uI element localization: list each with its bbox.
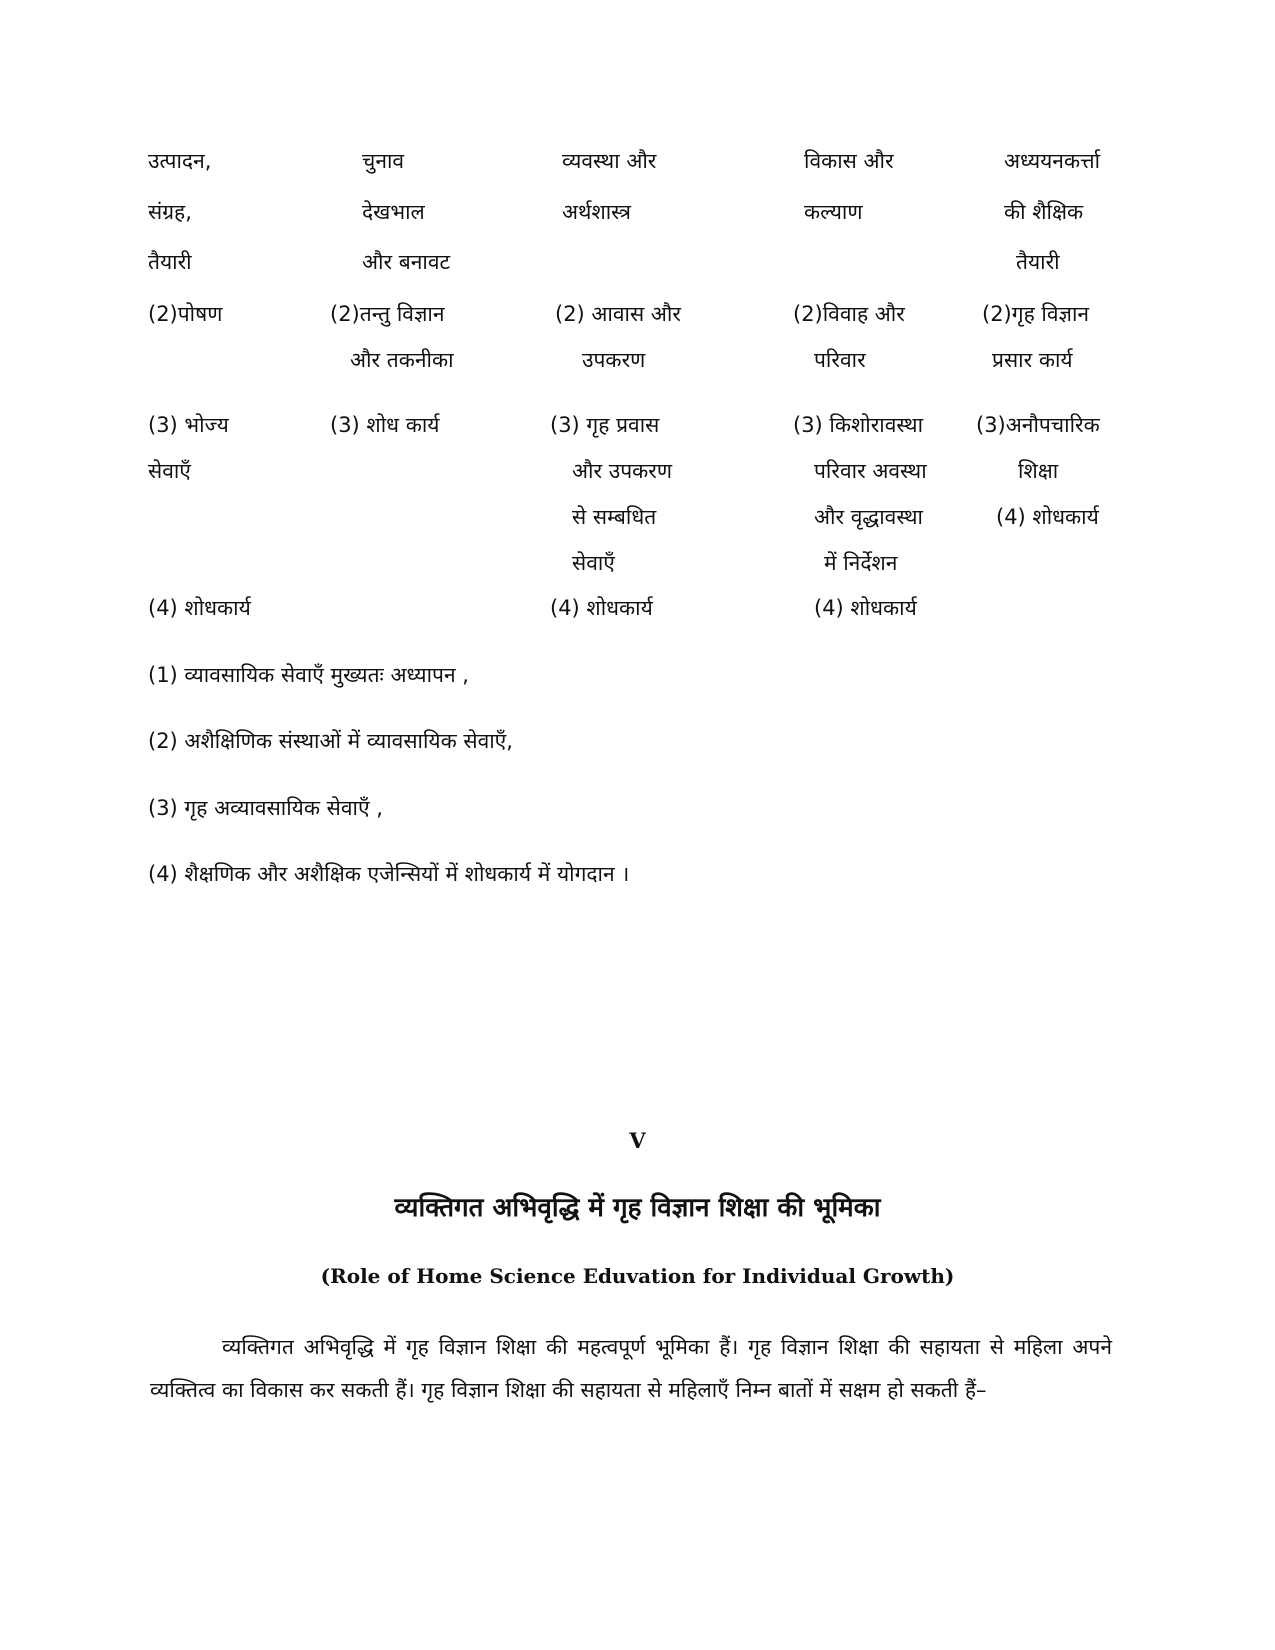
col5-line1: अध्ययनकर्त्ता bbox=[1004, 149, 1101, 173]
col3-line9: (4) शोधकार्य bbox=[550, 596, 653, 620]
col2-line2: देखभाल bbox=[362, 200, 425, 224]
col1-line4: (2)पोषण bbox=[148, 302, 223, 326]
col1-line3: तैयारी bbox=[148, 250, 192, 274]
section-subtitle: (Role of Home Science Eduvation for Individual Growth) bbox=[320, 1264, 955, 1288]
col5-line2: की शैक्षिक bbox=[1004, 200, 1084, 224]
col2-line1: चुनाव bbox=[362, 149, 405, 173]
col5-line3: तैयारी bbox=[1016, 250, 1060, 274]
col5-line5: प्रसार कार्य bbox=[992, 348, 1073, 372]
col5-line4: (2)गृह विज्ञान bbox=[982, 302, 1090, 326]
col2-line5: और तकनीका bbox=[350, 348, 454, 372]
section-number: V bbox=[629, 1128, 646, 1153]
col4-line7: और वृद्धावस्था bbox=[814, 505, 923, 529]
list-item-1: (1) व्यावसायिक सेवाएँ मुख्यतः अध्यापन , bbox=[148, 663, 469, 687]
section-paragraph: व्यक्तिगत अभिवृद्धि में गृह विज्ञान शिक्षा की महत्वपूर्ण भूमिका हैं। गृह विज्ञान शिक्षा की सहायता से महिला अपने व्यक्तित्व का विकास कर सकती हैं। गृह विज्ञान शिक्षा की सहायता से महिलाएँ निम्न बातों में सक्षम हो सकती हैं– bbox=[150, 1335, 1112, 1402]
list-item-3: (3) गृह अव्यावसायिक सेवाएँ , bbox=[148, 796, 383, 820]
col5-line7: शिक्षा bbox=[1018, 459, 1059, 483]
col3-line1: व्यवस्था और bbox=[562, 149, 657, 173]
col2-line6: (3) शोध कार्य bbox=[330, 413, 440, 437]
list-item-2: (2) अशैक्षिणिक संस्थाओं में व्यावसायिक सेवाएँ, bbox=[148, 729, 513, 753]
col4-line8: में निर्देशन bbox=[824, 551, 898, 575]
col4-line4: परिवार bbox=[814, 348, 866, 372]
col4-line6: परिवार अवस्था bbox=[814, 459, 927, 483]
col1-line6: सेवाएँ bbox=[148, 459, 191, 483]
col3-line6: और उपकरण bbox=[572, 459, 673, 483]
col2-line4: (2)तन्तु विज्ञान bbox=[330, 302, 445, 326]
col1-line5: (3) भोज्य bbox=[148, 413, 229, 437]
col4-line3: (2)विवाह और bbox=[793, 302, 905, 326]
col4-line9: (4) शोधकार्य bbox=[814, 596, 917, 620]
col4-line2: कल्याण bbox=[804, 200, 863, 224]
col3-line2: अर्थशास्त्र bbox=[562, 200, 631, 224]
list-item-4: (4) शैक्षणिक और अशैक्षिक एजेन्सियों में शोधकार्य में योगदान । bbox=[148, 862, 630, 886]
col3-line5: (3) गृह प्रवास bbox=[550, 413, 660, 437]
col1-line1: उत्पादन, bbox=[148, 149, 212, 173]
col4-line1: विकास और bbox=[804, 149, 894, 173]
col2-line3: और बनावट bbox=[362, 250, 451, 274]
col1-line7: (4) शोधकार्य bbox=[148, 596, 251, 620]
col5-line6: (3)अनौपचारिक bbox=[976, 413, 1100, 437]
col1-line2: संग्रह, bbox=[148, 200, 192, 224]
col3-line7: से सम्बधित bbox=[572, 505, 657, 529]
section-title: व्यक्तिगत अभिवृद्धि में गृह विज्ञान शिक्षा की भूमिका bbox=[394, 1193, 881, 1223]
col4-line5: (3) किशोरावस्था bbox=[793, 413, 924, 437]
col3-line3: (2) आवास और bbox=[555, 302, 681, 326]
col3-line4: उपकरण bbox=[582, 348, 646, 372]
col3-line8: सेवाएँ bbox=[572, 551, 615, 575]
col5-line8: (4) शोधकार्य bbox=[996, 505, 1099, 529]
